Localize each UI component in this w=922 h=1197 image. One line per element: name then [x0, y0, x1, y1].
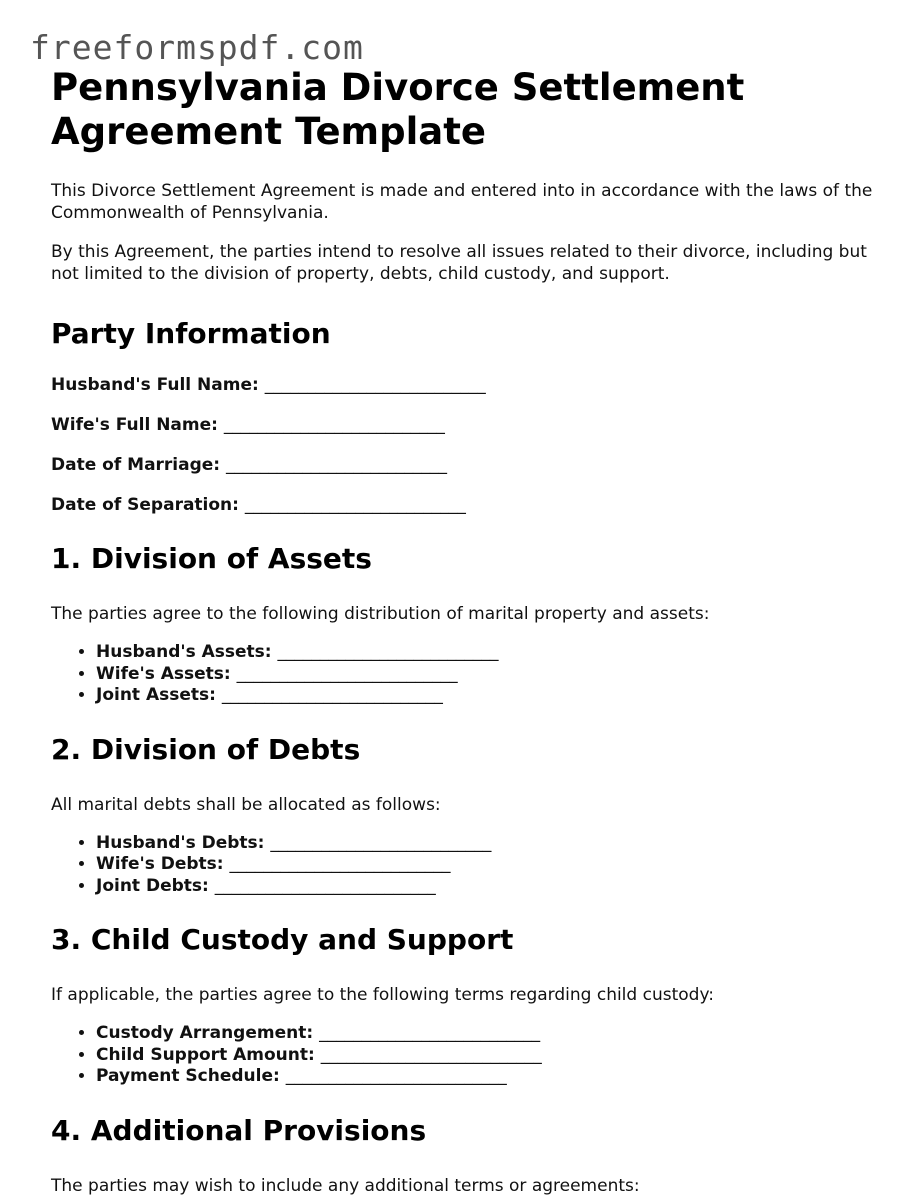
- intro-paragraph-1: This Divorce Settlement Agreement is made and entered into in accordance with the laws of the Commonwealth of Pennsylvania.: [51, 181, 873, 223]
- blank-line: __________________________: [221, 685, 443, 705]
- husband-name-field: [51, 374, 891, 396]
- list-item: [96, 1023, 891, 1045]
- debts-list: [51, 833, 891, 898]
- division-of-debts-heading: 2. Division of Debts: [51, 732, 361, 766]
- blank-line: __________________________: [277, 642, 499, 662]
- item-label: Husband's Debts:: [96, 832, 265, 853]
- division-of-assets-heading: 1. Division of Assets: [51, 542, 372, 575]
- blank-line: __________________________: [264, 375, 486, 395]
- item-label: Joint Debts:: [96, 875, 209, 896]
- field-label: Date of Marriage:: [51, 455, 221, 475]
- blank-line: __________________________: [226, 455, 448, 475]
- item-label: Custody Arrangement:: [96, 1023, 314, 1043]
- custody-list: [51, 1023, 891, 1088]
- document-page: [51, 66, 891, 1197]
- assets-lead-text: The parties agree to the following distribution of marital property and assets:: [51, 604, 710, 624]
- list-item: [96, 1045, 891, 1067]
- document-title: Pennsylvania Divorce Settlement Agreement Template: [51, 66, 745, 153]
- custody-lead-text: If applicable, the parties agree to the following terms regarding child custody:: [51, 985, 714, 1005]
- provisions-lead-text: The parties may wish to include any additional terms or agreements:: [51, 1175, 640, 1196]
- list-item: [96, 876, 891, 898]
- debts-lead-text: All marital debts shall be allocated as follows:: [51, 794, 441, 815]
- item-label: Payment Schedule:: [96, 1066, 280, 1086]
- list-item: [96, 1066, 891, 1088]
- field-label: Wife's Full Name:: [51, 415, 218, 435]
- blank-line: __________________________: [236, 663, 458, 684]
- blank-line: __________________________: [214, 875, 436, 896]
- wife-name-field: [51, 414, 891, 436]
- watermark-text: freeformspdf.com: [30, 28, 364, 67]
- additional-provisions-heading: 4. Additional Provisions: [51, 1113, 427, 1147]
- date-of-separation-field: [51, 494, 891, 516]
- field-label: Date of Separation:: [51, 495, 239, 515]
- blank-line: __________________________: [244, 495, 466, 515]
- child-custody-heading: 3. Child Custody and Support: [51, 923, 514, 956]
- blank-line: __________________________: [285, 1066, 507, 1086]
- intro-paragraph-2: By this Agreement, the parties intend to resolve all issues related to their divorce, including but not limited to the division of property, debts, child custody, and support.: [51, 242, 867, 284]
- list-item: [96, 685, 891, 707]
- item-label: Husband's Assets:: [96, 642, 272, 662]
- date-of-marriage-field: [51, 454, 891, 476]
- list-item: [96, 642, 891, 664]
- blank-line: __________________________: [223, 415, 445, 435]
- assets-list: [51, 642, 891, 707]
- list-item: [96, 664, 891, 686]
- blank-line: __________________________: [319, 1023, 541, 1043]
- field-label: Husband's Full Name:: [51, 375, 259, 395]
- item-label: Child Support Amount:: [96, 1044, 315, 1065]
- list-item: [96, 854, 891, 876]
- blank-line: __________________________: [320, 1044, 542, 1065]
- blank-line: __________________________: [229, 854, 451, 874]
- item-label: Wife's Assets:: [96, 663, 231, 684]
- list-item: [96, 833, 891, 855]
- item-label: Wife's Debts:: [96, 854, 224, 874]
- party-information-heading: Party Information: [51, 317, 331, 350]
- item-label: Joint Assets:: [96, 685, 216, 705]
- blank-line: __________________________: [270, 832, 492, 853]
